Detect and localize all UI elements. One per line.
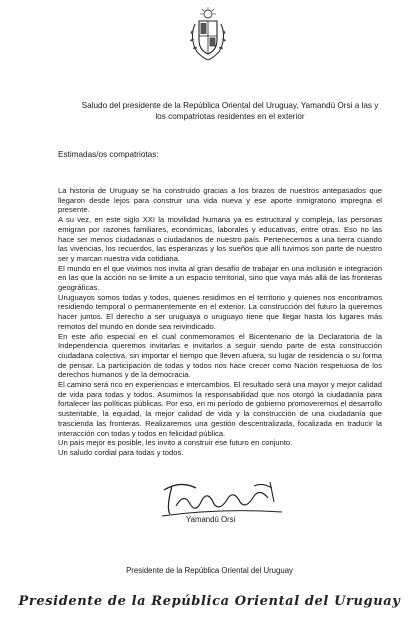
- paragraph: En este año especial en el cual conmemoramos el Bicentenario de la Declaratoria de la Independencia queremos invitarlas e invitarlos a seguir siendo parte de esta construcción ciudadana colectiva, sin importar el tiempo que lleven afuera, su lugar de residencia o su forma de pensar. La participación de todas y todos nos hace crecer como Nación respetuosa de los derechos humanos y de la democracia.: [58, 331, 382, 380]
- paragraph: Uruguayos somos todas y todos, quienes residimos en el territorio y quienes nos encontramos residiendo temporal o permanentemente en el exterior. La construcción del futuro la queremos hacer juntos. El derecho a ser uruguaya o uruguayo tiene que llegar hasta los lugares más remotos del mundo en donde sea reivindicado.: [58, 292, 382, 331]
- paragraph: El mundo en el que vivimos nos invita al gran desafío de trabajar en una inclusión e integración en las que la acción no se limite a un espacio territorial, sino que vaya más allá de las fronteras geográficas.: [58, 263, 382, 293]
- letter-body: [58, 186, 382, 458]
- letter-title: Saludo del presidente de la República Oriental del Uruguay, Yamandú Orsi a las y los compatriotas residentes en el exterior: [81, 101, 379, 121]
- paragraph: Un saludo cordial para todas y todos.: [58, 447, 184, 457]
- uruguay-coat-of-arms-icon: [185, 6, 231, 62]
- paragraph: Un país mejor es posible, les invito a construir ese futuro en conjunto.: [58, 438, 293, 448]
- salutation: Estimadas/os compatriotas:: [58, 150, 159, 159]
- paragraph: El camino será rico en experiencias e intercambios. El resultado será una mayor y mejor calidad de vida para todas y todos. Asumimos la responsabilidad que nos otorgó la ciudadanía para fortalecer las políticas públicas. Por eso, en mi período de gobierno promoveremos el desarrollo sustentable, la equidad, la mejor calidad de vida y la construcción de una ciudadanía que trascienda las fronteras. Realizaremos una gestión descentralizada, focalizada en traducir la interacción con todas y todos en felicidad pública.: [58, 380, 382, 438]
- signer-name: Yamandú Orsi: [186, 515, 236, 524]
- handwritten-signature-icon: [150, 478, 300, 518]
- paragraph: La historia de Uruguay se ha construido gracias a los brazos de nuestros antepasados que llegaron desde lejos para construir una vida nueva y ese aporte inmigratorio impregna el presente.: [58, 186, 382, 215]
- letterhead-footer: Presidente de la República Oriental del Uruguay: [18, 594, 401, 609]
- paragraph: A su vez, en este siglo XXI la movilidad humana ya es estructural y compleja, las personas emigran por razones familiares, económicas, laborales y educativas, entre otras. Eso no las hace ser menos ciudadanas o ciudadanos de nuestro país. Pertenecemos a una tierra cuando las vivencias, los recuerdos, las esperanzas y los sueños que allí tuvimos son parte de nuestro ser y marcan nuestra vida cotidiana.: [58, 215, 382, 263]
- signer-role: Presidente de la República Oriental del Uruguay: [126, 566, 293, 575]
